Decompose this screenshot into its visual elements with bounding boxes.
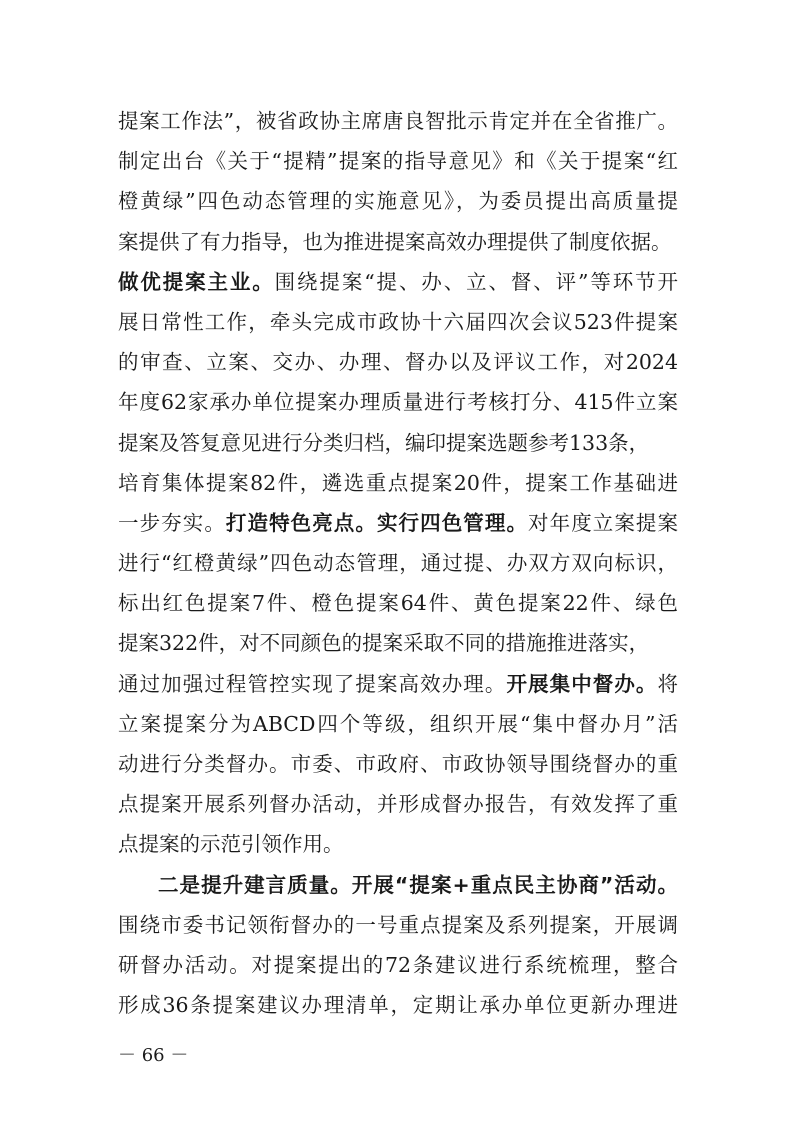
body-text	[118, 101, 678, 1025]
text-line	[118, 503, 678, 543]
text-line	[118, 222, 678, 262]
page-number: － 66 －	[118, 1045, 189, 1066]
text-line	[118, 543, 678, 583]
text-line	[118, 865, 678, 905]
text-line	[118, 744, 678, 784]
text-line	[118, 262, 678, 302]
text-line	[118, 704, 678, 744]
text-run: 将	[657, 671, 679, 696]
text-run: 案提供了有力指导，也为推进提案高效办理提供了制度依据。	[118, 229, 672, 254]
text-line	[118, 382, 678, 422]
text-run: 研督办活动。对提案提出的72条建议进行系统梳理，整合	[118, 952, 678, 977]
bold-heading: 二是提升建言质量。开展“提案+重点民主协商”活动。	[158, 872, 678, 897]
text-run: 进行“红橙黄绿”四色动态管理，通过提、办双方双向标识，	[118, 551, 678, 576]
text-run: 展日常性工作，牵头完成市政协十六届四次会议523件提案	[118, 309, 678, 334]
text-run: 一步夯实。	[118, 510, 226, 535]
text-run: 培育集体提案82件，遴选重点提案20件，提案工作基础进	[118, 470, 678, 495]
text-run: 提案322件，对不同颜色的提案采取不同的措施推进落实，	[118, 631, 650, 656]
text-line	[118, 181, 678, 221]
text-line	[118, 784, 678, 824]
text-run: 形成36条提案建议办理清单，定期让承办单位更新办理进	[118, 993, 678, 1018]
text-run: 立案提案分为ABCD四个等级，组织开展“集中督办月”活	[118, 711, 678, 736]
text-run: 围绕市委书记领衔督办的一号重点提案及系列提案，开展调	[118, 912, 678, 937]
text-run: 点提案的示范引领作用。	[118, 832, 344, 857]
bold-heading: 开展集中督办。	[506, 671, 658, 696]
text-run: 的审查、立案、交办、办理、督办以及评议工作，对2024	[118, 350, 678, 375]
text-line	[118, 985, 678, 1025]
text-line	[118, 423, 678, 463]
bold-heading: 打造特色亮点。实行四色管理。	[225, 510, 529, 535]
text-run: 制定出台《关于“提精”提案的指导意见》和《关于提案“红	[118, 149, 678, 174]
text-line	[118, 664, 678, 704]
text-run: 通过加强过程管控实现了提案高效办理。	[118, 671, 507, 696]
text-run: 围绕提案“提、办、立、督、评”等环节开	[274, 269, 678, 294]
text-run: 点提案开展系列督办活动，并形成督办报告，有效发挥了重	[118, 792, 678, 817]
text-run: 年度62家承办单位提案办理质量进行考核打分、415件立案	[118, 390, 678, 415]
text-run: 提案工作法”，被省政协主席唐良智批示肯定并在全省推广。	[118, 109, 678, 133]
text-run: 橙黄绿”四色动态管理的实施意见》，为委员提出高质量提	[118, 189, 678, 214]
text-line	[118, 463, 678, 503]
bold-heading: 做优提案主业。	[118, 269, 275, 294]
text-line	[118, 141, 678, 181]
text-line	[118, 945, 678, 985]
text-run: 对年度立案提案	[528, 510, 679, 535]
text-line	[118, 101, 678, 141]
text-line	[118, 824, 678, 864]
text-line	[118, 342, 678, 382]
text-run: 动进行分类督办。市委、市政府、市政协领导围绕督办的重	[118, 752, 678, 776]
text-line	[118, 905, 678, 945]
text-run: 标出红色提案7件、橙色提案64件、黄色提案22件、绿色	[118, 591, 678, 616]
text-line	[118, 623, 678, 663]
text-line	[118, 583, 678, 623]
text-line	[118, 302, 678, 342]
text-run: 提案及答复意见进行分类归档，编印提案选题参考133条，	[118, 430, 650, 455]
